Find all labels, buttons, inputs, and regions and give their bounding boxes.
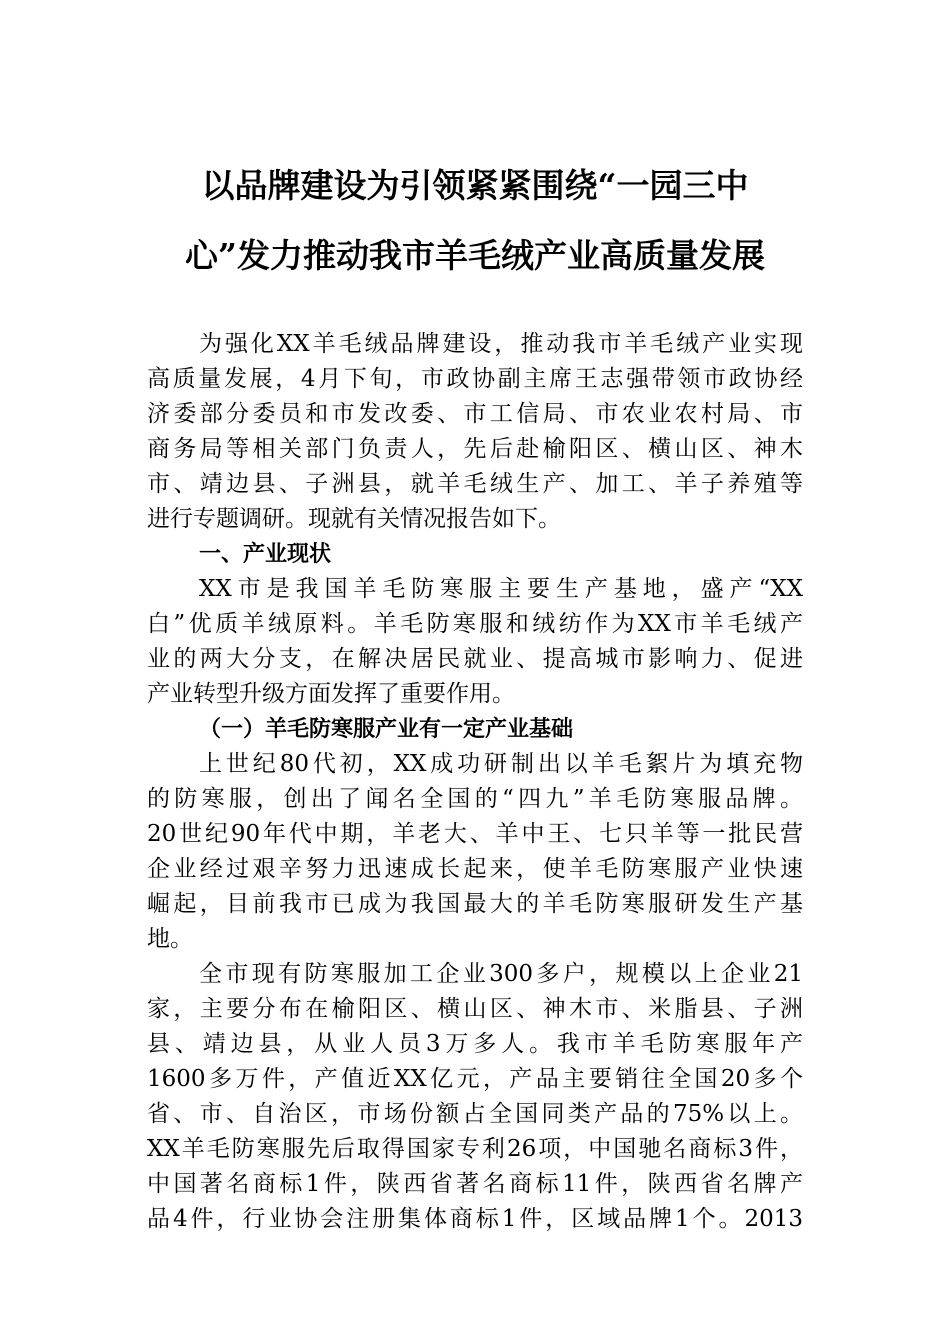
document-title-line-2: 心”发力推动我市羊毛绒产业高质量发展: [185, 236, 765, 275]
paragraph-line: XX市是我国羊毛防寒服主要生产基地，盛产“XX: [199, 576, 803, 602]
paragraph-line: 济委部分委员和市发改委、市工信局、市农业农村局、市: [147, 401, 803, 427]
paragraph-line: 家，主要分布在榆阳区、横山区、神木市、米脂县、子洲: [147, 996, 803, 1022]
paragraph-line: 市、靖边县、子洲县，就羊毛绒生产、加工、羊子养殖等: [147, 471, 803, 497]
paragraph-line: 企业经过艰辛努力迅速成长起来，使羊毛防寒服产业快速: [147, 856, 803, 882]
paragraph-line: 商务局等相关部门负责人，先后赴榆阳区、横山区、神木: [147, 436, 803, 462]
paragraph-line: XX羊毛防寒服先后取得国家专利26项，中国驰名商标3件，: [147, 1136, 803, 1162]
paragraph-line: 地。: [147, 926, 193, 952]
paragraph-line: 1600多万件，产值近XX亿元，产品主要销往全国20多个: [147, 1066, 803, 1092]
paragraph-line: 全市现有防寒服加工企业300多户，规模以上企业21: [199, 961, 803, 987]
paragraph-line: 上世纪80代初，XX成功研制出以羊毛絮片为填充物: [199, 751, 803, 777]
paragraph-line: 产业转型升级方面发挥了重要作用。: [147, 681, 515, 707]
paragraph-line: 白”优质羊绒原料。羊毛防寒服和绒纺作为XX市羊毛绒产: [147, 611, 803, 637]
subsection-heading: （一）羊毛防寒服产业有一定产业基础: [199, 716, 574, 742]
paragraph-line: 高质量发展，4月下旬，市政协副主席王志强带领市政协经: [147, 366, 803, 392]
paragraph-line: 的防寒服，创出了闻名全国的“四九”羊毛防寒服品牌。: [147, 786, 803, 812]
paragraph-line: 中国著名商标1件，陕西省著名商标11件，陕西省名牌产: [147, 1171, 803, 1197]
paragraph-line: 业的两大分支，在解决居民就业、提高城市影响力、促进: [147, 646, 803, 672]
paragraph-line: 崛起，目前我市已成为我国最大的羊毛防寒服研发生产基: [147, 891, 803, 917]
paragraph-line: 县、靖边县，从业人员3万多人。我市羊毛防寒服年产: [147, 1031, 803, 1057]
paragraph-line: 品4件，行业协会注册集体商标1件，区域品牌1个。2013: [147, 1206, 803, 1232]
section-heading: 一、产业现状: [199, 542, 332, 567]
paragraph-line: 为强化XX羊毛绒品牌建设，推动我市羊毛绒产业实现: [199, 331, 803, 357]
paragraph-line: 20世纪90年代中期，羊老大、羊中王、七只羊等一批民营: [147, 821, 803, 847]
paragraph-line: 进行专题调研。现就有关情况报告如下。: [147, 506, 561, 532]
document-body: [147, 327, 803, 1237]
paragraph-line: 省、市、自治区，市场份额占全国同类产品的75%以上。: [147, 1101, 803, 1127]
document-title-line-1: 以品牌建设为引领紧紧围绕“一园三中: [201, 166, 749, 205]
